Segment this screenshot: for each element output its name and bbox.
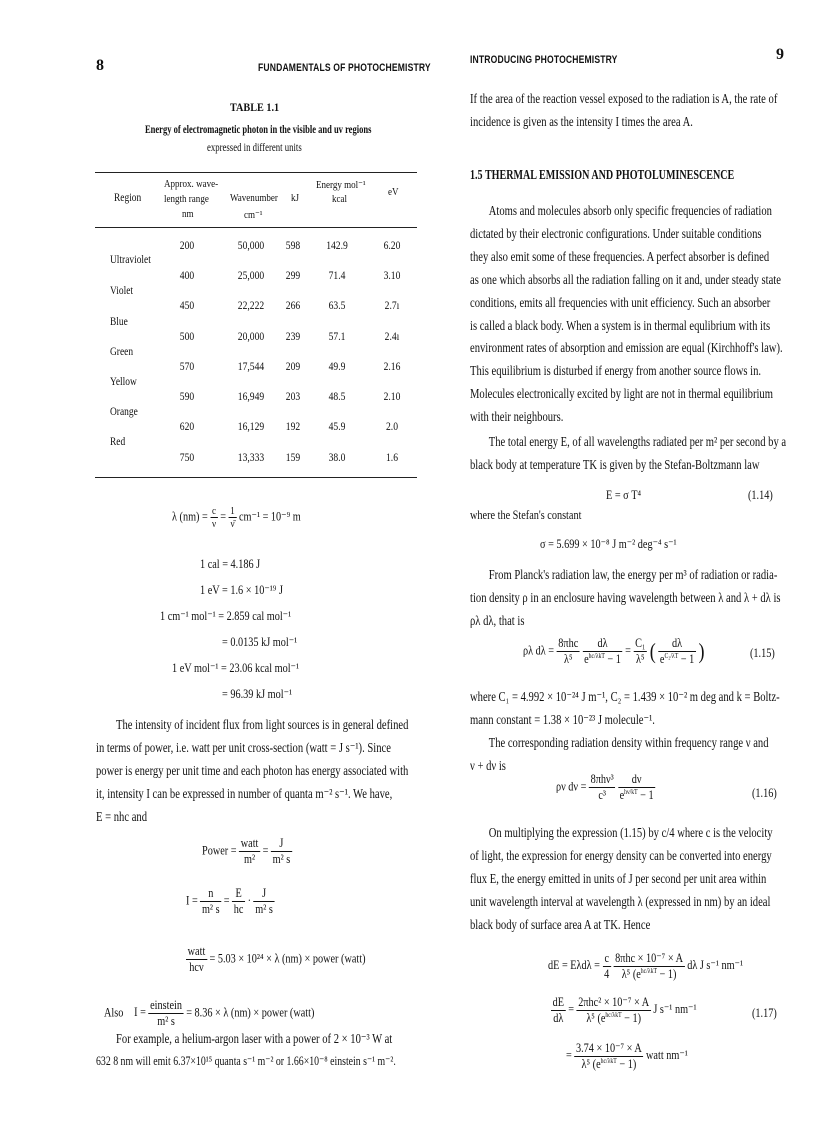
table-cell: 22,222 xyxy=(237,298,265,312)
equation-number-1-14: (1.14) xyxy=(748,488,773,502)
conversion-wavenumber: 1 cm⁻¹ mol⁻¹ = 2.859 cal mol⁻¹ xyxy=(160,609,292,623)
table-cell: 71.4 xyxy=(328,268,346,282)
einstein-equation: Also I = $\frac{\text{einstein}}{\text{m² s}}$ = 8.36 × λ (nm) × power (watt) xyxy=(104,998,315,1028)
table-cell: 590 xyxy=(179,389,195,403)
running-head-right: INTRODUCING PHOTOCHEMISTRY xyxy=(470,54,618,66)
col-header-range: Approx. wave- xyxy=(164,178,219,190)
planck-paragraph: From Planck's radiation law, the energy per m³ of radiation or radia- tion density ρ in an enclosure having wavelength between λ and λ + dλ is ρλ dλ, that is xyxy=(470,567,781,628)
table-cell: 142.9 xyxy=(326,238,348,252)
stefan-constant: σ = 5.699 × 10⁻⁸ J m⁻² deg⁻⁴ s⁻¹ xyxy=(540,537,677,551)
table-cell: 159 xyxy=(285,450,301,464)
equation-number-1-16: (1.16) xyxy=(752,786,777,800)
region-label: Violet xyxy=(110,285,134,297)
table-cell: 2.10 xyxy=(383,389,401,403)
table-cell: 2.16 xyxy=(383,359,401,373)
absorption-paragraph: Atoms and molecules absorb only specific frequencies of radiation dictated by their electronic configurations. Under suitable conditions they also emit some of these frequencies. A perfect absorber is defined as one which absorbs all the radiation falling on it and, under steady state conditions, emits all frequencies with unit efficiency. Such an absorber is called a black body. When a system is in thermal equlibrium with its environment rates of absorption and emission are equal (Kirchhoff's law). This equilibrium is disturbed if energy from another source flows in. Molecules electronically excited by light are not in thermal equilibrium with their neighbours. xyxy=(470,203,783,425)
page-number-left: 8 xyxy=(96,57,104,74)
region-label: Yellow xyxy=(110,376,137,388)
region-label: Blue xyxy=(110,316,128,328)
table-cell: 299 xyxy=(285,268,301,282)
table-caption-2: expressed in different units xyxy=(207,142,302,154)
col-header-kj: kJ xyxy=(291,192,300,204)
region-label: Green xyxy=(110,346,134,358)
col-header-range-2: length range xyxy=(164,193,209,205)
constants-paragraph: where C₁ = 4.992 × 10⁻²⁴ J m⁻¹, C₂ = 1.439 × 10⁻² m deg and k = Boltz- mann constant = 1.38 × 10⁻²³ J molecule⁻¹. xyxy=(470,689,780,727)
table-cell: 6.20 xyxy=(383,238,401,252)
table-cell: 209 xyxy=(285,359,301,373)
region-label: Ultraviolet xyxy=(110,254,151,266)
table-cell: 48.5 xyxy=(328,389,346,403)
conversion-ev-mol: 1 eV mol⁻¹ = 23.06 kcal mol⁻¹ xyxy=(172,661,300,675)
table-cell: 750 xyxy=(179,450,195,464)
watt-equation: $\frac{\text{watt}}{\text{hcν}}$ = 5.03 × 10²⁴ × λ (nm) × power (watt) xyxy=(187,944,366,974)
equation-1-16: ρν dν = $\frac{\text{8πhν³}}{\text{c³}}$ $\frac{d\nu}{e^{h\nu/kT} - 1}$ xyxy=(556,772,654,802)
region-label: Red xyxy=(110,436,126,448)
equation-number-1-15: (1.15) xyxy=(750,646,775,660)
equation-1-14: E = σ T⁴ xyxy=(606,488,642,502)
table-cell: 13,333 xyxy=(237,450,265,464)
table-cell: 239 xyxy=(285,329,301,343)
table-cell: 598 xyxy=(285,238,301,252)
col-header-wavenumber-unit: cm⁻¹ xyxy=(244,209,263,221)
conversion-cal: 1 cal = 4.186 J xyxy=(200,557,261,571)
table-cell: 3.10 xyxy=(383,268,401,282)
table-cell: 450 xyxy=(179,298,195,312)
section-title: 1.5 THERMAL EMISSION AND PHOTOLUMINESCENCE xyxy=(470,168,735,183)
stefan-label: where the Stefan's constant xyxy=(470,508,582,522)
table-title: TABLE 1.1 xyxy=(230,100,280,114)
energy-flux-paragraph: On multiplying the expression (1.15) by c/4 where c is the velocity of light, the expression for energy density can be converted into energy flux E, the energy emitted in units of J per second per unit area within unit wavelength interval at wavelength λ (expressed in nm) by an ideal black body of surface area A at TK. Hence xyxy=(470,825,773,932)
example-paragraph-body: 632 8 nm will emit 6.37×10¹⁵ quanta s⁻¹ m⁻² or 1.66×10⁻⁸ einstein s⁻¹ m⁻². xyxy=(96,1054,396,1068)
conversion-ev: 1 eV = 1.6 × 10⁻¹⁹ J xyxy=(200,583,283,597)
col-header-kcal: kcal xyxy=(332,193,348,205)
table-cell: 57.1 xyxy=(328,329,346,343)
table-caption: Energy of electromagnetic photon in the visible and uv regions xyxy=(145,124,372,136)
equation-number-1-17: (1.17) xyxy=(752,1006,777,1020)
table-cell: 50,000 xyxy=(237,238,265,252)
frequency-paragraph: The corresponding radiation density within frequency range ν and ν + dν is xyxy=(470,735,769,773)
table-bottom-rule xyxy=(95,477,417,478)
col-header-range-3: nm xyxy=(182,208,194,220)
col-header-ev: eV xyxy=(388,186,399,198)
col-header-energy: Energy mol⁻¹ xyxy=(316,179,366,191)
table-cell: 17,544 xyxy=(237,359,265,373)
table-cell: 203 xyxy=(285,389,301,403)
table-cell: 2.7ı xyxy=(384,298,400,312)
table-cell: 63.5 xyxy=(328,298,346,312)
table-header-rule xyxy=(95,227,417,228)
table-cell: 570 xyxy=(179,359,195,373)
intensity-paragraph: The intensity of incident flux from light sources is in general defined xyxy=(116,717,409,732)
table-cell: 45.9 xyxy=(328,419,346,433)
table-top-rule xyxy=(95,172,417,173)
equation-1-17-a: dE = Eλdλ = $\frac{c}{4}$ $\frac{\text{8πhc × 10⁻⁷ × A}}{\lambda^5 (e^{hc/\lambda kT} - 1)}$ dλ J s⁻¹ nm⁻¹ xyxy=(548,950,744,981)
table-cell: 16,949 xyxy=(237,389,265,403)
table-cell: 2.4ı xyxy=(384,329,400,343)
table-cell: 500 xyxy=(179,329,195,343)
power-equation: Power = $\frac{\text{watt}}{\text{m²}}$ = $\frac{J}{\text{m² s}}$ xyxy=(202,836,291,866)
table-cell: 1.6 xyxy=(386,450,398,464)
table-cell: 16,129 xyxy=(237,419,265,433)
table-cell: 20,000 xyxy=(237,329,265,343)
running-head-left: FUNDAMENTALS OF PHOTOCHEMISTRY xyxy=(258,62,431,74)
page-number-right: 9 xyxy=(776,46,784,63)
region-label: Orange xyxy=(110,406,138,418)
table-cell: 266 xyxy=(285,298,301,312)
conversion-ev-kj: = 96.39 kJ mol⁻¹ xyxy=(222,687,293,701)
table-cell: 400 xyxy=(179,268,195,282)
table-cell: 200 xyxy=(179,238,195,252)
equation-1-17-c: = $\frac{\text{3.74 × 10⁻⁷ × A}}{\lambda^5 (e^{hc/\lambda kT} - 1)}$ watt nm⁻¹ xyxy=(566,1041,688,1071)
conversion-kj: = 0.0135 kJ mol⁻¹ xyxy=(222,635,298,649)
example-paragraph: For example, a helium-argon laser with a power of 2 × 10⁻³ W at xyxy=(116,1031,393,1046)
table-cell: 2.0 xyxy=(386,419,398,433)
intro-paragraph: If the area of the reaction vessel exposed to the radiation is A, the rate of incidence is given as the intensity I times the area A. xyxy=(470,91,778,129)
equation-1-15: ρλ dλ = $\frac{\text{8πhc}}{\text{λ⁵}}$ $\frac{d\lambda}{e^{hc/\lambda kT} - 1}$ = $\frac{\text{C₁}}{\text{λ⁵}}$ ( $\frac{d\lambda}{e^{C_2/\lambda T} - 1}$ ) xyxy=(523,636,705,666)
conversion-lambda: λ (nm) = $\frac{c}{\nu}$ = $\frac{1}{\nū}$ cm⁻¹ = 10⁻⁹ m xyxy=(172,505,301,530)
intensity-equation: I = $\frac{n}{\text{m² s}}$ = $\frac{E}{hc}$ · $\frac{J}{\text{m² s}}$ xyxy=(186,886,273,916)
table-cell: 620 xyxy=(179,419,195,433)
table-cell: 38.0 xyxy=(328,450,346,464)
col-header-wavenumber: Wavenumber xyxy=(230,192,278,204)
col-header-region: Region xyxy=(114,192,142,204)
intensity-paragraph-body: in terms of power, i.e. watt per unit cross-section (watt = J s⁻¹). Since power is energy per unit time and each photon has energy associated with it, intensity I can be expressed in number of quanta m⁻² s⁻¹. We have, E = nhc and xyxy=(96,740,409,824)
table-cell: 192 xyxy=(285,419,301,433)
total-energy-paragraph: The total energy E, of all wavelengths radiated per m² per second by a black body at temperature TK is given by the Stefan-Boltzmann law xyxy=(470,434,787,472)
table-cell: 49.9 xyxy=(328,359,346,373)
equation-1-17-b: $\frac{dE}{d\lambda}$ = $\frac{\text{2πhc² × 10⁻⁷ × A}}{\lambda^5 (e^{hc/\lambda kT} - 1)}$ J s⁻¹ nm⁻¹ xyxy=(552,994,697,1025)
table-cell: 25,000 xyxy=(237,268,265,282)
